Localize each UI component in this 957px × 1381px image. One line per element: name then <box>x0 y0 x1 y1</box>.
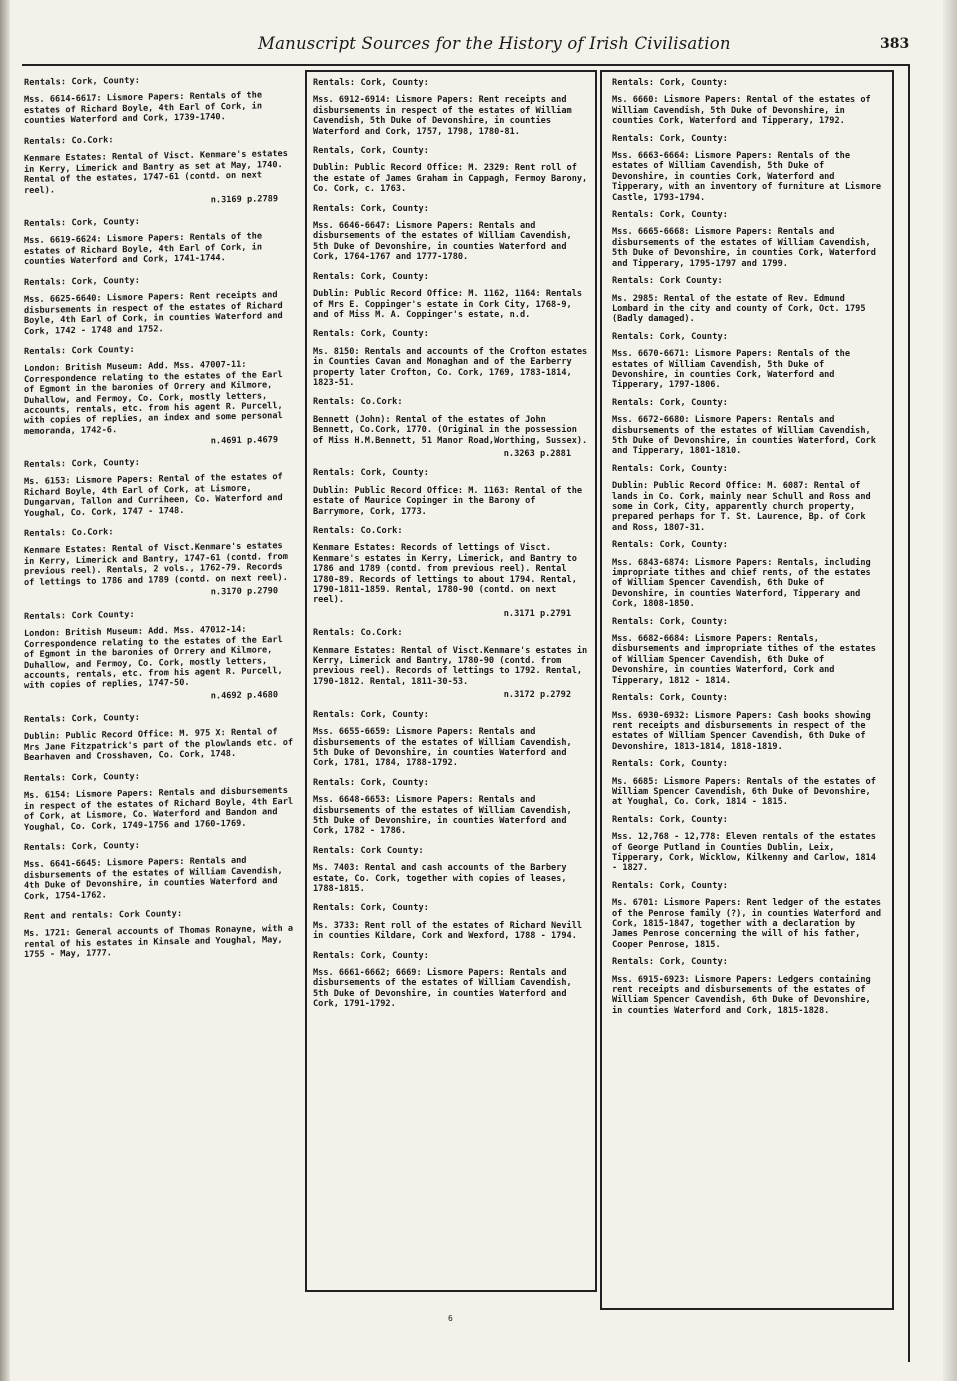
entry-body: Mss. 6682-6684: Lismore Papers: Rentals, disbursements and impropriate tithes of the estates of William Spencer Cavendish, 6th Duke of Devonshire, in counties Waterford, Cork and Tipperary, 1812 - 1814. <box>612 634 876 686</box>
catalogue-entry <box>612 881 882 950</box>
entry-body: Kenmare Estates: Rental of Visct.Kenmare's estates in Kerry, Limerick and Bantry, 1780-90 (contd. from previous reel). Records of lettings to 1792. Rental, 1790-1812. Rental, 1811-30-53. <box>313 645 588 687</box>
catalogue-entry <box>313 846 589 895</box>
entry-body: Mss. 6646-6647: Lismore Papers: Rentals and disbursements of the estates of William Cavendish, 5th Duke of Devonshire, in counties Waterford and Cork, 1764-1767 and 1777-1780. <box>313 221 572 263</box>
entry-heading: Rent and rentals: Cork County: <box>24 908 183 922</box>
entry-heading: Rentals: Cork, County: <box>612 133 729 144</box>
entry-body: Ms. 8150: Rentals and accounts of the Crofton estates in Counties Cavan and Monaghan and of the Earberry property later Crofton, Co. Cork, 1769, 1783-1814, 1823-51. <box>313 346 588 388</box>
catalogue-entry <box>313 951 589 1010</box>
entry-reference: n.4691 p.4679 <box>210 435 278 447</box>
catalogue-entry <box>313 903 589 941</box>
entry-heading: Rentals: Cork, County: <box>313 950 430 961</box>
entry-body: Mss. 6655-6659: Lismore Papers: Rentals and disbursements of the estates of William Cavendish, 5th Duke of Devonshire, in counties Waterford and Cork, 1781, 1784, 1788-1792. <box>313 727 572 769</box>
entry-body: Ms. 6660: Lismore Papers: Rental of the estates of William Cavendish, 5th Duke of Devonshire, in counties Cork, Waterford and Tipperary, 1792. <box>612 95 871 127</box>
entry-body: Ms. 2985: Rental of the estate of Rev. Edmund Lombard in the city and county of Cork, Oct. 1795 (Badly damaged). <box>612 293 866 325</box>
entry-body: Dublin: Public Record Office: M. 2329: Rent roll of the estate of James Graham in Cappagh, Fermoy Barony, Co. Cork, c. 1763. <box>313 163 588 195</box>
entry-heading: Rentals: Cork, County: <box>612 78 729 88</box>
entry-body: Mss. 6670-6671: Lismore Papers: Rentals of the estates of William Cavendish, 5th Duke of Devonshire, in counties Cork, Waterford and Tipperary, 1797-1806. <box>612 349 850 391</box>
entry-heading: Rentals: Cork County: <box>24 344 135 357</box>
entry-body: Mss. 6915-6923: Lismore Papers: Ledgers containing rent receipts and disbursements of the estates of William Spencer Cavendish, 6th Duke of Devonshire, in counties Waterford and Cork, 1815-1828. <box>612 974 871 1016</box>
catalogue-entry <box>612 957 882 1016</box>
catalogue-entry <box>24 710 296 764</box>
entry-heading: Rentals: Co.Cork: <box>313 526 403 536</box>
catalogue-entry <box>313 204 589 263</box>
entry-body: Dublin: Public Record Office: M. 1162, 1164: Rentals of Mrs E. Coppinger's estate in Cork City, 1768-9, and of Miss M. A. Coppinger's estate, n.d. <box>313 289 583 320</box>
catalogue-entry <box>24 131 296 209</box>
entry-heading: Rentals: Cork, County: <box>313 203 430 214</box>
entry-heading: Rentals: Cork, County: <box>612 957 729 968</box>
catalogue-entry <box>313 272 589 321</box>
entry-heading: Rentals, Cork, County: <box>313 146 430 157</box>
entry-heading: Rentals: Cork, County: <box>612 331 729 342</box>
catalogue-entry <box>612 617 882 686</box>
entry-reference: n.3169 p.2789 <box>210 193 278 206</box>
entry-body: Bennett (John): Rental of the estates of John Bennett, Co.Cork, 1770. (Original in the possession of Miss H.M.Bennett, 51 Manor Road,Worthing, Sussex). <box>313 414 588 446</box>
catalogue-entry <box>24 838 296 902</box>
entry-heading: Rentals: Co.Cork: <box>24 527 114 540</box>
catalogue-entry <box>612 134 882 203</box>
entry-heading: Rentals: Cork, County: <box>313 777 430 788</box>
entry-body: Kenmare Estates: Rental of Visct.Kenmare's estates in Kerry, Limerick and Bantry, 1747-61 (contd. from previous reel). Rentals, 2 vols., 1762-79. Records of lettings to 1786 and 1789 (contd. on next reel). <box>24 541 288 589</box>
catalogue-entry <box>313 468 589 517</box>
catalogue-entry <box>612 540 882 609</box>
entry-body: Ms. 6153: Lismore Papers: Rental of the estates of Richard Boyle, 4th Earl of Cork, at Lismore, Dungarvan, Tallon and Curriheen, Co. Waterford and Youghal, Co. Cork, 1747 - 1748. <box>24 472 283 519</box>
catalogue-entry <box>313 628 589 700</box>
entry-heading: Rentals: Cork, County: <box>612 759 729 770</box>
entry-heading: Rentals: Cork, County: <box>313 329 430 340</box>
entry-reference: n.3172 p.2792 <box>503 690 571 701</box>
catalogue-entry <box>313 78 589 137</box>
catalogue-entry <box>24 524 296 602</box>
entry-body: Mss. 6672-6680: Lismore Papers: Rentals and disbursements of the estates of William Cavendish, 5th Duke of Devonshire, in counties Waterford, Cork and Tipperary, 1801-1810. <box>612 415 876 457</box>
entry-body: Mss. 6665-6668: Lismore Papers: Rentals and disbursements of the estates of William Cavendish, 5th Duke of Devonshire, in counties Cork, Waterford and Tipperary, 1795-1797 and 1799. <box>612 227 876 269</box>
catalogue-entry <box>612 78 882 127</box>
entry-heading: Rentals: Cork, County: <box>24 75 141 88</box>
entry-heading: Rentals: Cork, County: <box>313 903 430 914</box>
entry-reference: n.3170 p.2790 <box>210 586 278 598</box>
entry-heading: Rentals: Cork, County: <box>612 397 729 408</box>
entry-heading: Rentals: Cork County: <box>612 276 723 287</box>
catalogue-entry <box>612 815 882 874</box>
entry-body: Kenmare Estates: Rental of Visct. Kenmare's estates in Kerry, Limerick and Bantry as set at May, 1740. Rental of the estates, 1747-61 (contd. on next reel). <box>24 148 288 196</box>
column-middle <box>305 70 597 1292</box>
entry-body: Ms. 6685: Lismore Papers: Rentals of the estates of William Spencer Cavendish, 6th Duke of Devonshire, at Youghal, Co. Cork, 1814 - 1815. <box>612 776 876 808</box>
entry-heading: Rentals: Co.Cork: <box>24 134 114 147</box>
catalogue-entry <box>24 341 296 450</box>
entry-heading: Rentals: Co.Cork: <box>313 397 403 408</box>
catalogue-entry <box>24 73 296 127</box>
catalogue-entry <box>612 464 882 533</box>
entry-heading: Rentals: Cork, County: <box>313 78 430 88</box>
entry-body: Mss. 6625-6640: Lismore Papers: Rent receipts and disbursements in respect of the estates of Richard Boyle, 4th Earl of Cork, in counties Waterford and Cork, 1742 - 1748 and 1752. <box>24 290 283 337</box>
entry-body: Ms. 6154: Lismore Papers: Rentals and disbursements in respect of the estates of Richard Boyle, 4th Earl of Cork, at Lismore, Co. Waterford and Bandon and Youghal, Co. Cork, 1749-1756 and 1760-1769. <box>24 786 294 833</box>
entry-body: Dublin: Public Record Office: M. 975 X: Rental of Mrs Jane Fitzpatrick's part of the plowlands etc. of Bearhaven and Crosshaven, Co. Cork, 1748. <box>24 727 294 764</box>
catalogue-entry <box>313 329 589 388</box>
entry-heading: Rentals: Cork, County: <box>24 712 141 726</box>
entry-reference: n.3171 p.2791 <box>503 608 571 619</box>
entry-heading: Rentals: Co.Cork: <box>313 628 403 639</box>
entry-body: Ms. 3733: Rent roll of the estates of Richard Nevill in counties Kildare, Cork and Wexford, 1788 - 1794. <box>313 920 583 942</box>
entry-body: Mss. 6614-6617: Lismore Papers: Rentals of the estates of Richard Boyle, 4th Earl of Cork, in counties Waterford and Cork, 1739-1740. <box>24 90 262 127</box>
column-left <box>24 75 296 970</box>
entry-heading: Rentals: Cork, County: <box>612 210 729 221</box>
entry-heading: Rentals: Cork, County: <box>24 458 141 471</box>
entry-body: Ms. 1721: General accounts of Thomas Ronayne, with a rental of his estates in Kinsale and Youghal, May, 1755 - May, 1777. <box>24 924 294 960</box>
catalogue-entry <box>313 397 589 459</box>
entry-reference: n.3263 p.2881 <box>503 448 571 459</box>
running-title: Manuscript Sources for the History of Irish Civilisation <box>258 34 731 53</box>
entry-heading: Rentals: Cork, County: <box>612 540 729 551</box>
footer-mark: 6 <box>448 1314 453 1323</box>
entry-heading: Rentals: Cork County: <box>313 845 424 856</box>
entry-body: Mss. 6641-6645: Lismore Papers: Rentals and disbursements of the estates of William Cavendish, 4th Duke of Devonshire, in counties Waterford and Cork, 1754-1762. <box>24 855 283 902</box>
running-header <box>0 34 957 58</box>
entry-body: Dublin: Public Record Office: M. 6087: Rental of lands in Co. Cork, mainly near Schull and Ross and some in Cork, City, apparently church property, prepared perhaps for T. St. Laurence, Bp. of Cork and Ross, 1807-31. <box>612 481 871 533</box>
entry-heading: Rentals: Cork, County: <box>313 709 430 720</box>
entry-heading: Rentals: Cork, County: <box>313 468 430 479</box>
catalogue-entry <box>24 607 296 705</box>
entry-heading: Rentals: Cork, County: <box>612 880 729 891</box>
entry-heading: Rentals: Cork, County: <box>612 814 729 825</box>
page-edge-shadow <box>943 0 957 1381</box>
column-right <box>600 70 894 1310</box>
catalogue-entry <box>313 778 589 837</box>
entry-heading: Rentals: Cork, County: <box>612 616 729 627</box>
catalogue-entry <box>313 146 589 195</box>
catalogue-entry <box>24 768 296 832</box>
catalogue-entry <box>612 398 882 457</box>
entry-body: Dublin: Public Record Office: M. 1163: Rental of the estate of Maurice Copinger in the Barony of Barrymore, Cork, 1773. <box>313 485 583 517</box>
catalogue-entry <box>24 214 296 268</box>
entry-heading: Rentals: Cork, County: <box>24 840 141 853</box>
entry-body: Kenmare Estates: Records of lettings of Visct. Kenmare's estates in Kerry, Limerick, and Bantry to 1786 and 1789 (contd. from previous reel). Rental 1780-89. Records of lettings to about 1794. Rental, 1790-1811-1859. Rental, 1780-90 (contd. on next reel). <box>313 543 577 606</box>
entry-body: London: British Museum: Add. Mss. 47012-14: Correspondence relating to the estates of the Earl of Egmont in the baronies of Orrery and Kilmore, Duhallow, and Fermoy, Co. Cork, mostly letters, accounts, rentals, etc. from his agent R. Purcell, with copies of replies, 1747-50. <box>24 624 283 692</box>
catalogue-entry <box>24 907 296 961</box>
entry-body: Mss. 6619-6624: Lismore Papers: Rentals of the estates of Richard Boyle, 4th Earl of Cork, in counties Waterford and Cork, 1741-1744. <box>24 231 262 268</box>
catalogue-entry <box>612 332 882 391</box>
catalogue-entry <box>313 710 589 769</box>
entry-body: Mss. 6648-6653: Lismore Papers: Rentals and disbursements of the estates of William Cavendish, 5th Duke of Devonshire, in counties Waterford and Cork, 1782 - 1786. <box>313 795 572 837</box>
entry-heading: Rentals: Cork, County: <box>612 693 729 704</box>
entry-body: Mss. 6930-6932: Lismore Papers: Cash books showing rent receipts and disbursements in respect of the estates of William Spencer Cavendish, 6th Duke of Devonshire, 1813-1814, 1818-1819. <box>612 710 871 752</box>
entry-body: Mss. 6661-6662; 6669: Lismore Papers: Rentals and disbursements of the estates of William Cavendish, 5th Duke of Devonshire, in counties Waterford and Cork, 1791-1792. <box>313 968 572 1010</box>
entry-heading: Rentals: Cork, County: <box>24 771 141 784</box>
entry-body: Ms. 6701: Lismore Papers: Rent ledger of the estates of the Penrose family (?), in counties Waterford and Cork, 1815-1847, together with a declaration by James Penrose concerning the will of his father, Cooper Penrose, 1815. <box>612 898 882 950</box>
entry-heading: Rentals: Cork, County: <box>313 271 430 282</box>
page-gutter-shadow <box>0 0 10 1381</box>
entry-heading: Rentals: Cork, County: <box>612 463 729 474</box>
entry-body: Mss. 6912-6914: Lismore Papers: Rent receipts and disbursements in respect of the estates of William Cavendish, 5th Duke of Devonshire, in counties Waterford and Cork, 1757, 1798, 1780-81. <box>313 95 572 137</box>
entry-body: Mss. 6843-6874: Lismore Papers: Rentals, including impropriate tithes and chief rents, of the estates of William Spencer Cavendish, 6th Duke of Devonshire, in counties Waterford, Tipperary and Cork, 1808-1850. <box>612 557 871 610</box>
page-number: 383 <box>880 36 910 52</box>
catalogue-entry <box>612 276 882 325</box>
entry-body: Mss. 12,768 - 12,778: Eleven rentals of the estates of George Putland in Counties Dublin, Leix, Tipperary, Cork, Wicklow, Kilkenny and Carlow, 1814 - 1827. <box>612 832 876 874</box>
entry-heading: Rentals: Cork County: <box>24 609 135 622</box>
catalogue-entry <box>313 526 589 619</box>
catalogue-entry <box>612 210 882 269</box>
catalogue-entry <box>24 272 296 336</box>
entry-body: London: British Museum: Add. Mss. 47007-11: Correspondence relating to the estates of the Earl of Egmont in the baronies of Orrery and Kilmore, Duhallow, and Fermoy, Co. Cork, mostly letters, accounts, rentals, etc. from his agent R. Purcell, with copies of replies, an index and some personal memoranda, 1742-6. <box>24 359 283 437</box>
entry-body: Mss. 6663-6664: Lismore Papers: Rentals of the estates of William Cavendish, 5th Duke of Devonshire, in counties Cork, Waterford and Tipperary, with an inventory of furniture at Lismore Castle, 1793-1794. <box>612 151 882 203</box>
catalogue-entry <box>24 455 296 519</box>
entry-heading: Rentals: Cork, County: <box>24 275 141 288</box>
catalogue-entry <box>612 759 882 808</box>
entry-reference: n.4692 p.4680 <box>210 689 278 702</box>
entry-heading: Rentals: Cork, County: <box>24 216 141 230</box>
entry-body: Ms. 7403: Rental and cash accounts of the Barbery estate, Co. Cork, together with copies of leases, 1788-1815. <box>313 863 567 894</box>
catalogue-entry <box>612 693 882 752</box>
